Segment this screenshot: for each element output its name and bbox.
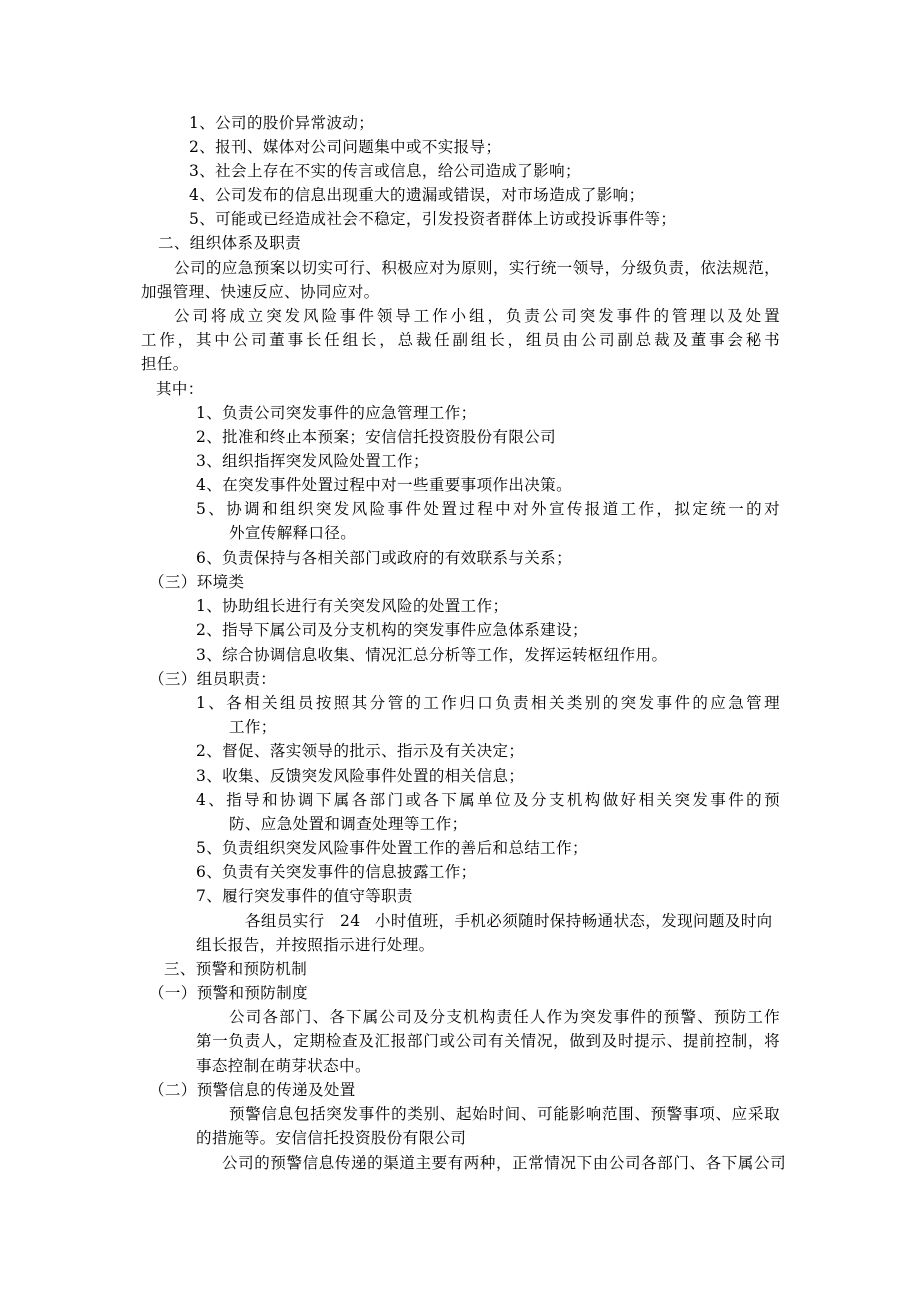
list-item: 7、履行突发事件的值守等职责 [196,887,413,905]
paragraph-line: 的措施等。安信信托投资股份有限公司 [196,1129,467,1147]
duty-hours: 24 [340,912,361,930]
list-item: 5、负责组织突发风险事件处置工作的善后和总结工作； [196,839,588,857]
duty-text-line2: 组长报告，并按照指示进行处理。 [196,936,435,954]
list-item: 4、公司发布的信息出现重大的遗漏或错误，对市场造成了影响； [189,186,645,204]
paragraph-line: 加强管理、快速反应、协同应对。 [141,283,380,301]
list-item: 6、负责有关突发事件的信息披露工作； [196,863,477,881]
list-item: 1、各相关组员按照其分管的工作归口负责相关类别的突发事件的应急管理 [196,694,780,712]
duty-text-c: 小时值班，手机必须随时保持畅通状态，发现问题及时向 [375,912,773,930]
list-item: 3、组织指挥突发风险处置工作； [196,452,429,470]
list-item: 1、协助组长进行有关突发风险的处置工作； [196,597,509,615]
subsection-heading: （二）预警信息的传递及处置 [149,1081,356,1099]
list-item: 2、批准和终止本预案；安信信托投资股份有限公司 [196,428,557,446]
list-item: 3、社会上存在不实的传言或信息，给公司造成了影响； [189,162,581,180]
paragraph-line: 担任。 [141,355,189,373]
list-item: 4、在突发事件处置过程中对一些重要事项作出决策。 [196,476,572,494]
list-item: 6、负责保持与各相关部门或政府的有效联系与关系； [196,549,572,567]
list-item: 2、报刊、媒体对公司问题集中或不实报导； [189,138,502,156]
list-item: 3、综合协调信息收集、情况汇总分析等工作，发挥运转枢纽作用。 [196,646,668,664]
paragraph-line: 公司将成立突发风险事件领导工作小组，负责公司突发事件的管理以及处置 [174,307,780,325]
paragraph-line: 工作，其中公司董事长任组长，总裁任副组长，组员由公司副总裁及董事会秘书 [141,331,780,349]
list-item-continuation: 外宣传解释口径。 [229,524,357,542]
paragraph-line: 公司各部门、各下属公司及分支机构责任人作为突发事件的预警、预防工作 [229,1008,780,1026]
list-item-continuation: 工作； [229,718,277,736]
list-item: 2、督促、落实领导的批示、指示及有关决定； [196,742,525,760]
list-item: 5、可能或已经造成社会不稳定，引发投资者群体上访或投诉事件等； [189,210,677,228]
section-heading: 三、预警和预防机制 [164,960,308,978]
label-among: 其中： [156,380,204,398]
list-item: 1、公司的股价异常波动； [189,114,375,132]
list-item: 5、协调和组织突发风险事件处置过程中对外宣传报道工作，拟定统一的对 [196,500,780,518]
paragraph-line: 预警信息包括突发事件的类别、起始时间、可能影响范围、预警事项、应采取 [229,1105,780,1123]
list-item: 2、指导下属公司及分支机构的突发事件应急体系建设； [196,621,588,639]
list-item: 3、收集、反馈突发风险事件处置的相关信息； [196,767,525,785]
subsection-heading: （一）预警和预防制度 [149,984,309,1002]
duty-text-a: 各组员实行 [245,912,325,930]
paragraph-line: 公司的预警信息传递的渠道主要有两种，正常情况下由公司各部门、各下属公司 [222,1154,786,1172]
list-item: 1、负责公司突发事件的应急管理工作； [196,404,477,422]
paragraph-line: 事态控制在萌芽状态中。 [196,1057,371,1075]
paragraph-line: 第一负责人，定期检查及汇报部门或公司有关情况，做到及时提示、提前控制，将 [196,1032,780,1050]
paragraph-line: 公司的应急预案以切实可行、积极应对为原则，实行统一领导，分级负责，依法规范， [174,259,780,277]
subsection-heading: （三）环境类 [149,573,245,591]
subsection-heading: （三）组员职责： [149,670,277,688]
section-heading: 二、组织体系及职责 [158,234,302,252]
list-item-continuation: 防、应急处置和调查处理等工作； [229,815,468,833]
list-item: 4、指导和协调下属各部门或各下属单位及分支机构做好相关突发事件的预 [196,791,780,809]
